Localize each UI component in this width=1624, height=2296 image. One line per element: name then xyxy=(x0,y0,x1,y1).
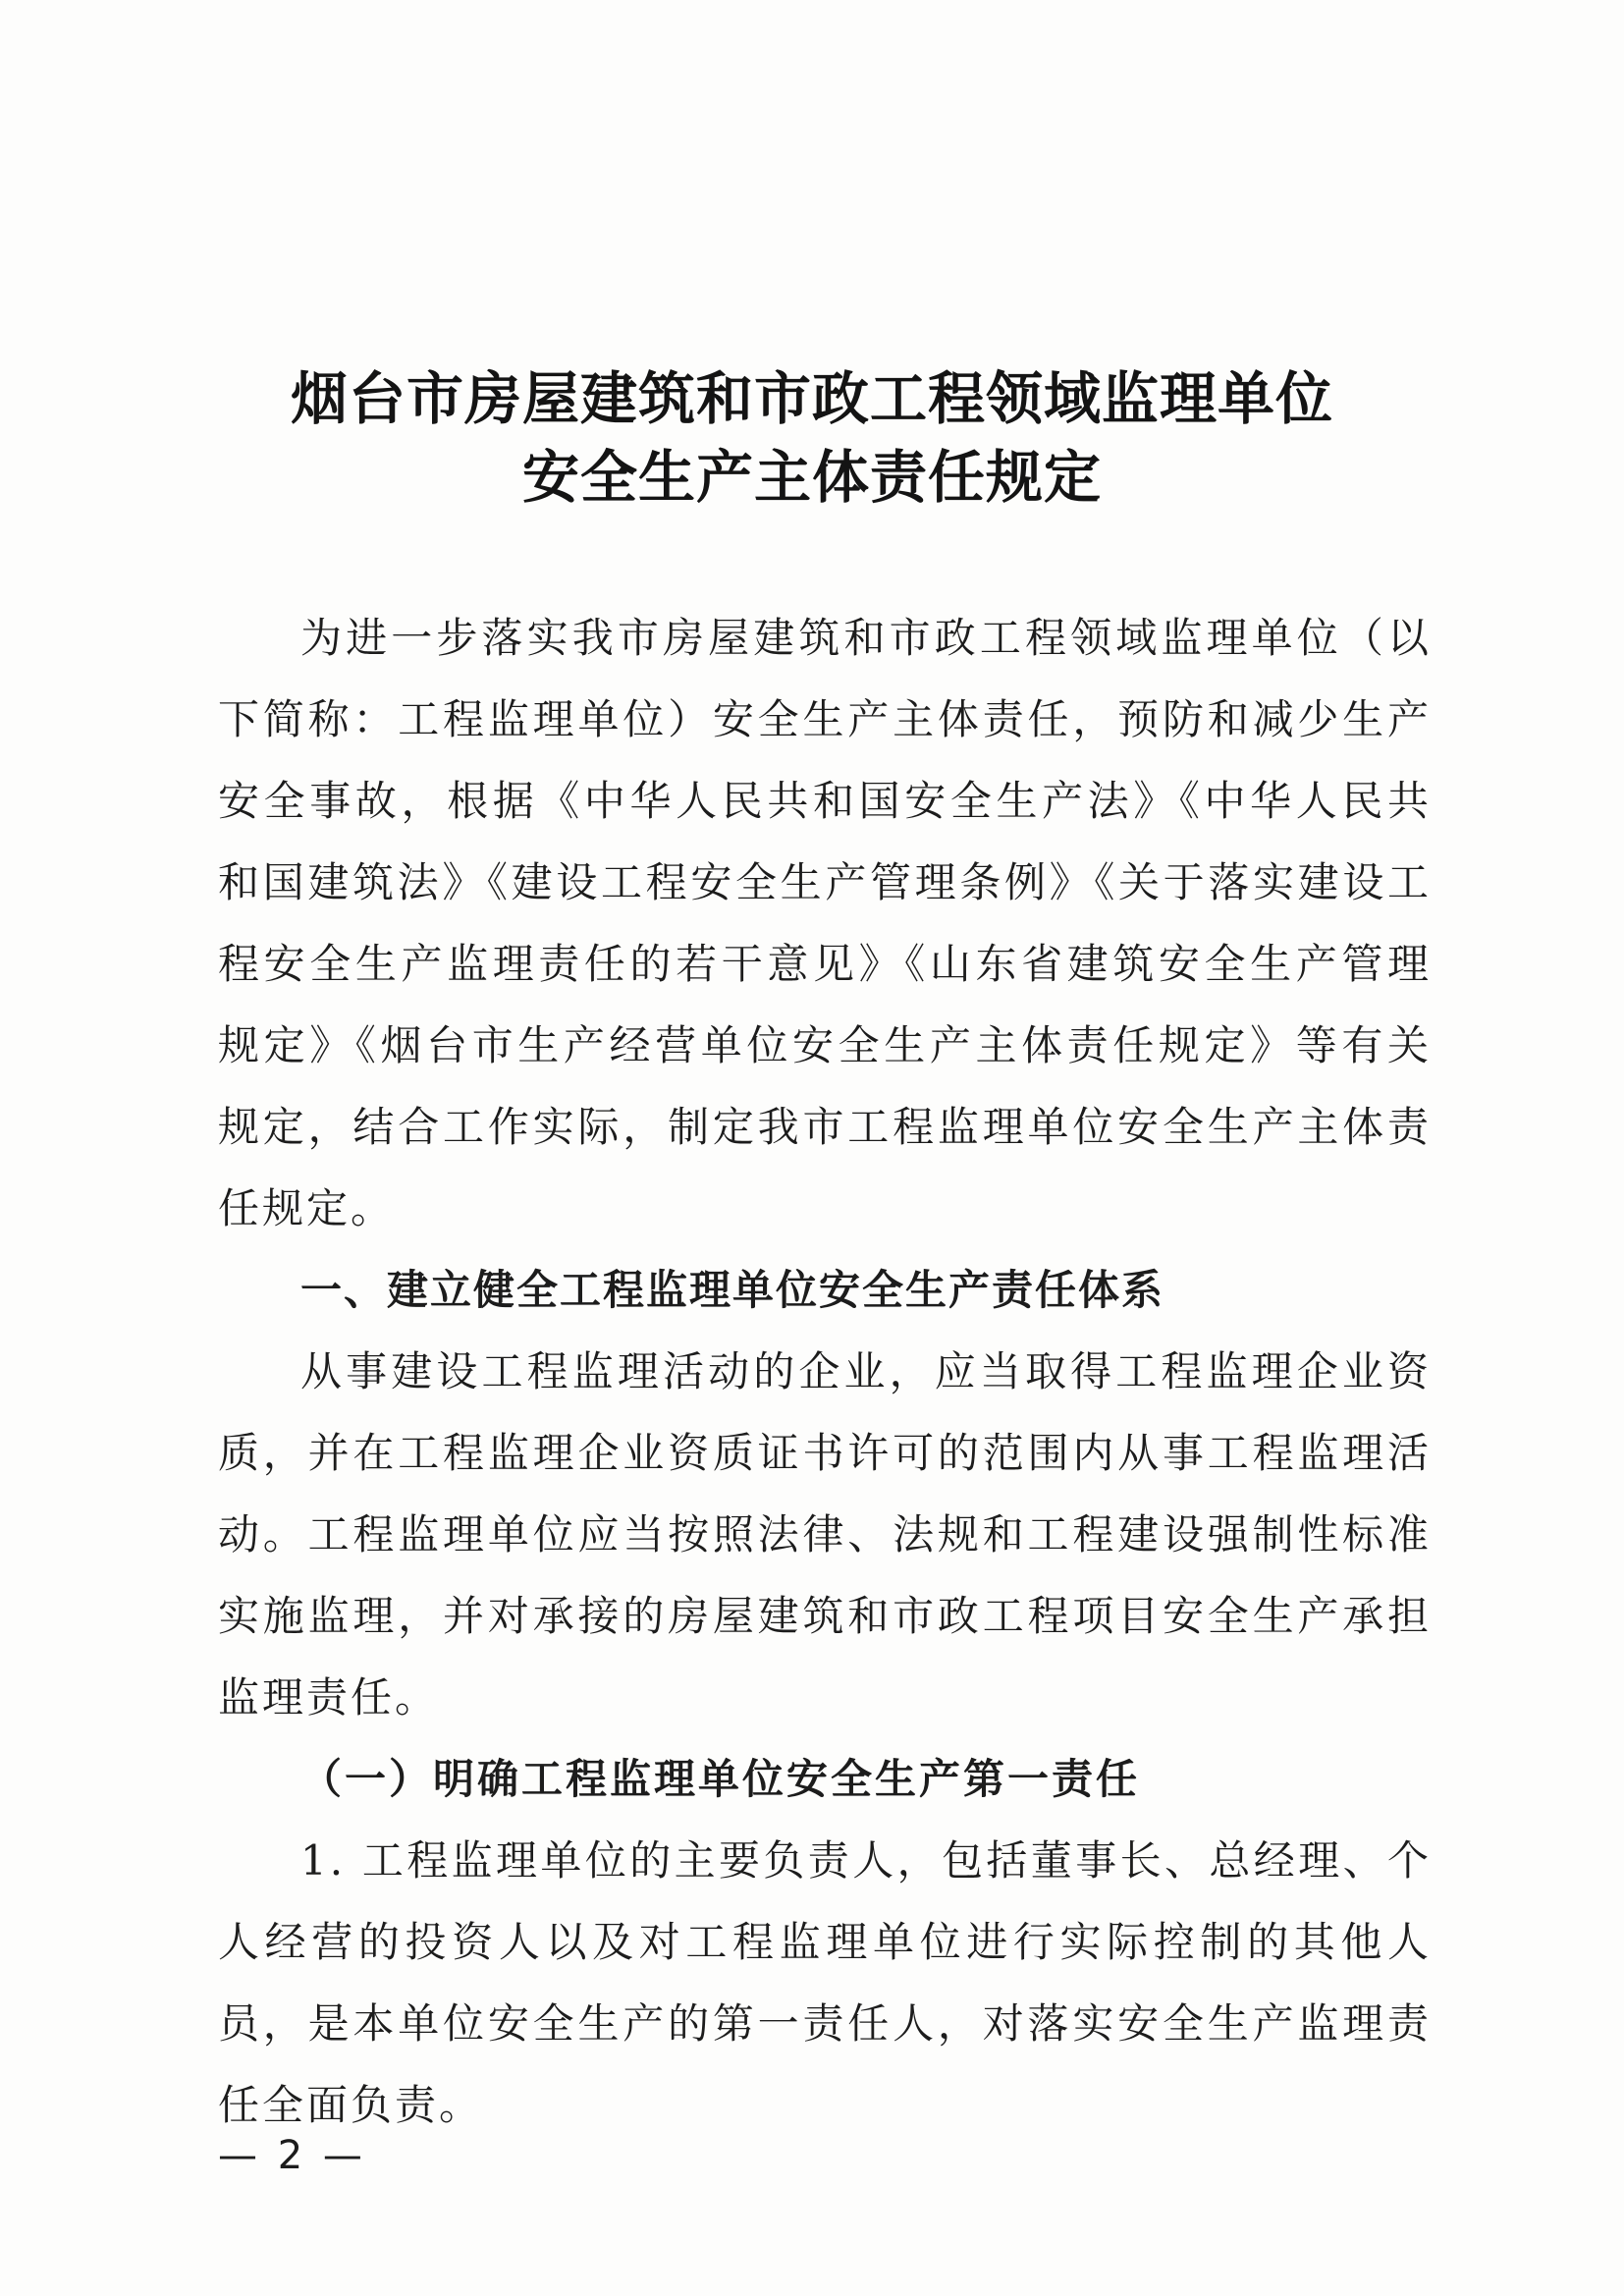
item-1-paragraph: 1. 工程监理单位的主要负责人，包括董事长、总经理、个人经营的投资人以及对工程监理单位进行实际控制的其他人员，是本单位安全生产的第一责任人，对落实安全生产监理责任全面负责。 xyxy=(218,1836,1432,2129)
document-body xyxy=(218,597,1432,2146)
section-1-paragraph: 从事建设工程监理活动的企业，应当取得工程监理企业资质，并在工程监理企业资质证书许可的范围内从事工程监理活动。工程监理单位应当按照法律、法规和工程建设强制性标准实施监理，并对承接的房屋建筑和市政工程项目安全生产承担监理责任。 xyxy=(218,1347,1432,1722)
section-heading-1: 一、建立健全工程监理单位安全生产责任体系 xyxy=(300,1266,1165,1314)
subsection-heading-1: （一）明确工程监理单位安全生产第一责任 xyxy=(300,1755,1141,1803)
intro-paragraph: 为进一步落实我市房屋建筑和市政工程领域监理单位（以下简称：工程监理单位）安全生产主体责任，预防和减少生产安全事故，根据《中华人民共和国安全生产法》《中华人民共和国建筑法》《建设工程安全生产管理条例》《关于落实建设工程安全生产监理责任的若干意见》《山东省建筑安全生产管理规定》《烟台市生产经营单位安全生产主体责任规定》等有关规定，结合工作实际，制定我市工程监理单位安全生产主体责任规定。 xyxy=(218,614,1432,1232)
document-title-line-1: 烟台市房屋建筑和市政工程领域监理单位 xyxy=(290,365,1333,432)
document-title-line-2: 安全生产主体责任规定 xyxy=(521,444,1102,511)
page-number: — 2 — xyxy=(218,2133,366,2178)
